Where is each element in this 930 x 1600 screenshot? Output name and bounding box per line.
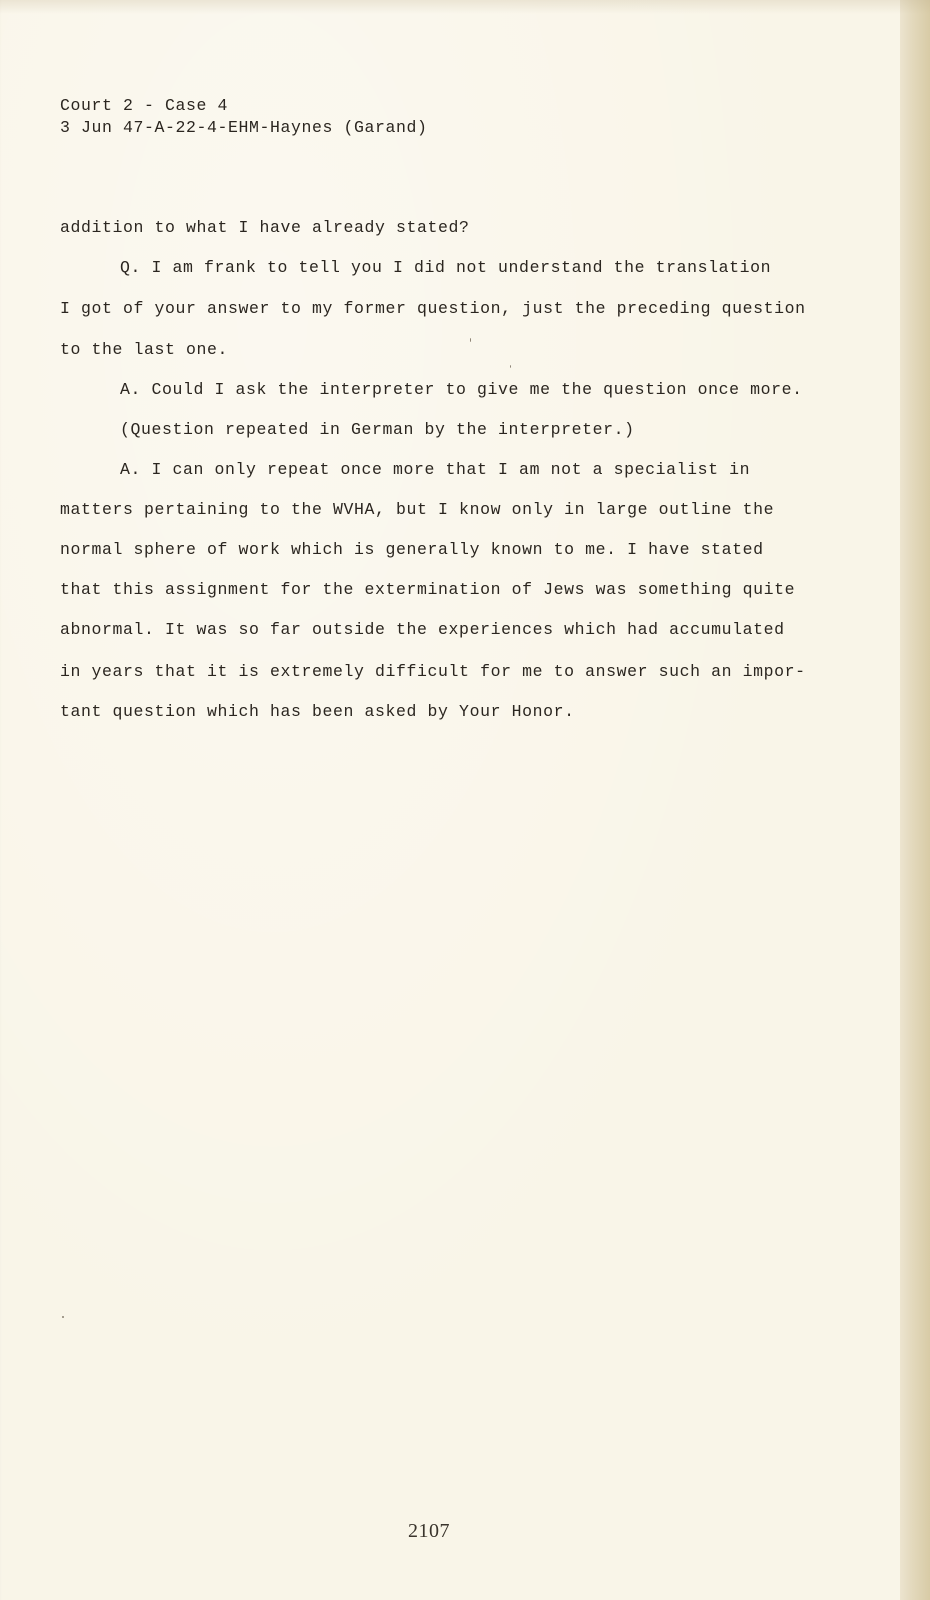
header-session-info: 3 Jun 47-A-22-4-EHM-Haynes (Garand): [60, 118, 428, 137]
page-top-shade: [0, 0, 930, 14]
transcript-line: I got of your answer to my former question, just the preceding question: [60, 299, 806, 318]
page-number: 2107: [408, 1520, 450, 1542]
transcript-line-answer: A. I can only repeat once more that I am not a specialist in: [120, 460, 751, 479]
transcript-line: that this assignment for the extermination of Jews was something quite: [60, 580, 796, 599]
page-edge: [900, 0, 930, 1600]
transcript-line: matters pertaining to the WVHA, but I know only in large outline the: [60, 500, 775, 519]
paper-speck: [62, 1316, 64, 1318]
paper-speck: [470, 338, 471, 342]
transcript-line-question: Q. I am frank to tell you I did not understand the translation: [120, 258, 772, 277]
transcript-line: tant question which has been asked by Your Honor.: [60, 702, 575, 721]
header-court-case: Court 2 - Case 4: [60, 96, 229, 115]
transcript-line-note: (Question repeated in German by the interpreter.): [120, 420, 635, 439]
transcript-line: addition to what I have already stated?: [60, 218, 470, 237]
transcript-line: in years that it is extremely difficult for me to answer such an impor-: [60, 662, 806, 681]
transcript-line: to the last one.: [60, 340, 229, 359]
transcript-line-answer: A. Could I ask the interpreter to give me the question once more.: [120, 380, 803, 399]
transcript-line: normal sphere of work which is generally known to me. I have stated: [60, 540, 764, 559]
transcript-line: abnormal. It was so far outside the experiences which had accumulated: [60, 620, 785, 639]
paper-speck: [510, 365, 511, 368]
